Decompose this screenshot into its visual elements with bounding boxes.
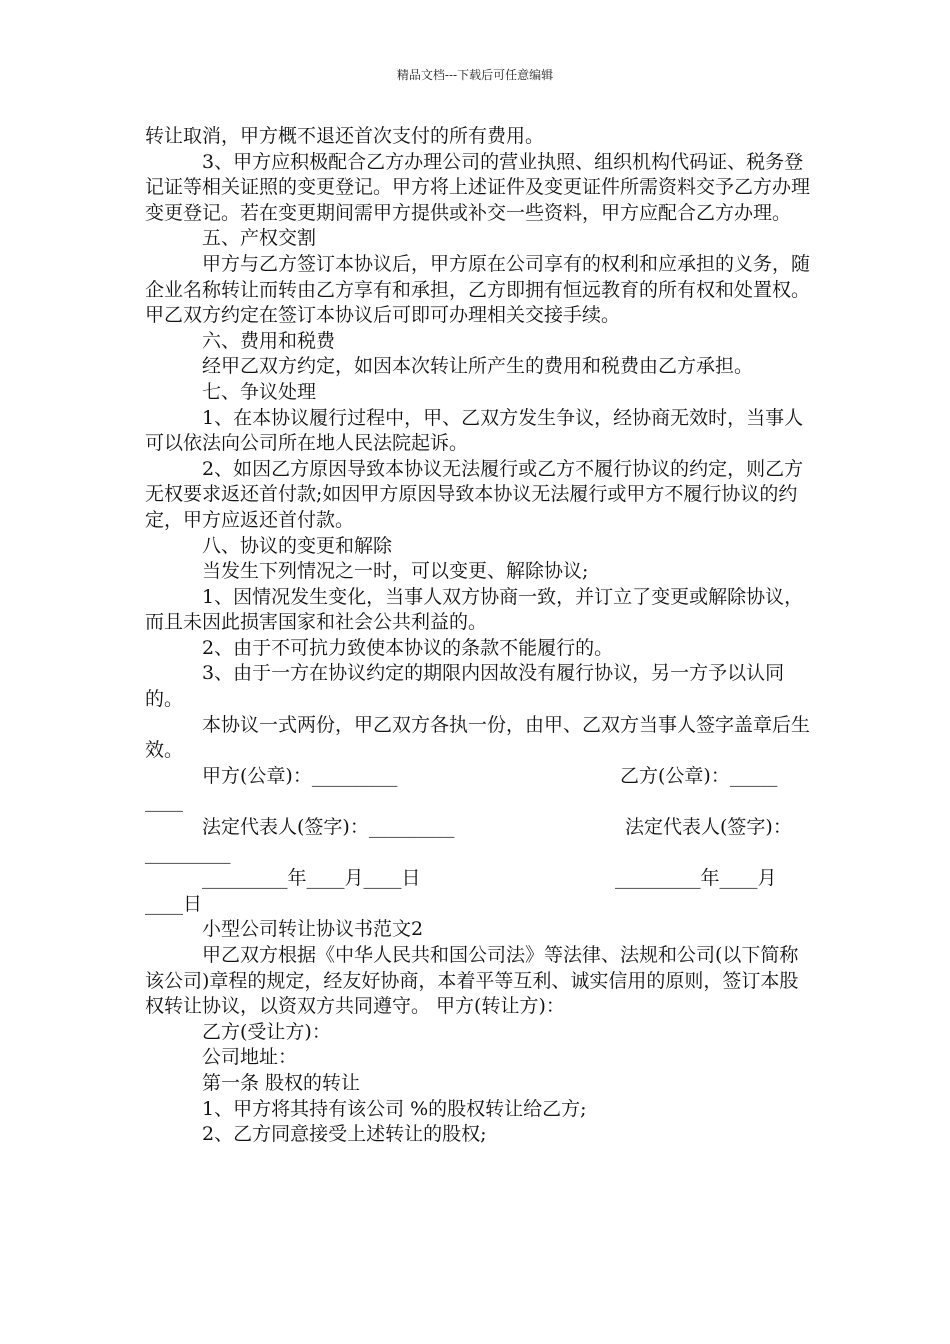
signature-row-date <box>145 866 810 892</box>
paragraph: 甲乙双方根据《中华人民共和国公司法》等法律、法规和公司(以下简称该公司)章程的规定，经友好协商，本着平等互利、诚实信用的原则，签订本股权转让协议，以资双方共同遵守。 甲方(转让方)： <box>145 944 799 1018</box>
paragraph: 甲方与乙方签订本协议后，甲方原在公司享有的权利和应承担的义务，随企业名称转让而转由乙方享有和承担，乙方即拥有恒远教育的所有权和处置权。甲乙双方约定在签订本协议后可即可办理相关交接手续。 <box>145 252 811 327</box>
paragraph: 2、乙方同意接受上述转让的股权; <box>202 1123 487 1146</box>
paragraph: 1、甲方将其持有该公司 %的股权转让给乙方; <box>202 1097 587 1120</box>
page-header: 精品文档---下载后可任意编辑 <box>396 68 554 82</box>
paragraph: 乙方(受让方)： <box>202 1020 331 1043</box>
party-a-date-line: _________年____月____日 <box>202 867 421 890</box>
party-a-seal-line: 甲方(公章)：_________ <box>202 764 398 787</box>
section-heading: 七、争议处理 <box>202 380 317 403</box>
paragraph: 1、因情况发生变化，当事人双方协商一致，并订立了变更或解除协议，而且未因此损害国家和社会公共利益的。 <box>145 585 804 634</box>
paragraph: 公司地址： <box>202 1046 298 1069</box>
seal-line-continuation: ____ <box>145 790 183 813</box>
party-b-date-line: _________年____月 <box>615 867 777 890</box>
paragraph: 2、由于不可抗力致使本协议的条款不能履行的。 <box>202 636 614 659</box>
representative-line-continuation: _________ <box>145 841 231 864</box>
signature-row-seal <box>145 764 810 790</box>
section-heading: 六、费用和税费 <box>202 329 336 352</box>
paragraph: 3、由于一方在协议约定的期限内因故没有履行协议，另一方予以认同的。 <box>145 662 785 711</box>
date-line-continuation: ____日 <box>145 892 203 915</box>
party-b-representative-line: 法定代表人(签字)： <box>625 816 792 839</box>
section-heading: 五、产权交割 <box>202 227 317 250</box>
party-a-representative-line: 法定代表人(签字)：_________ <box>202 816 455 839</box>
document-body <box>145 124 810 1148</box>
section-heading: 八、协议的变更和解除 <box>202 534 393 557</box>
paragraph: 3、甲方应积极配合乙方办理公司的营业执照、组织机构代码证、税务登记证等相关证照的变更登记。甲方将上述证件及变更证件所需资料交予乙方办理变更登记。若在变更期间需甲方提供或补交一些资料，甲方应配合乙方办理。 <box>145 150 811 224</box>
party-b-seal-line: 乙方(公章)：_____ <box>620 764 778 787</box>
section-heading: 第一条 股权的转让 <box>202 1071 361 1094</box>
paragraph: 当发生下列情况之一时，可以变更、解除协议; <box>202 560 589 583</box>
paragraph: 转让取消，甲方概不退还首次支付的所有费用。 <box>145 125 545 147</box>
paragraph: 2、如因乙方原因导致本协议无法履行或乙方不履行协议的约定，则乙方无权要求返还首付款;如因甲方原因导致本协议无法履行或甲方不履行协议的约定，甲方应返还首付款。 <box>145 457 804 531</box>
paragraph: 经甲乙双方约定，如因本次转让所产生的费用和税费由乙方承担。 <box>202 355 754 378</box>
paragraph: 本协议一式两份，甲乙双方各执一份，由甲、乙双方当事人签字盖章后生效。 <box>145 713 811 762</box>
document-title: 小型公司转让协议书范文2 <box>202 918 424 941</box>
paragraph: 1、在本协议履行过程中，甲、乙双方发生争议，经协商无效时，当事人可以依法向公司所在地人民法院起诉。 <box>145 406 804 455</box>
signature-row-representative <box>145 815 810 841</box>
